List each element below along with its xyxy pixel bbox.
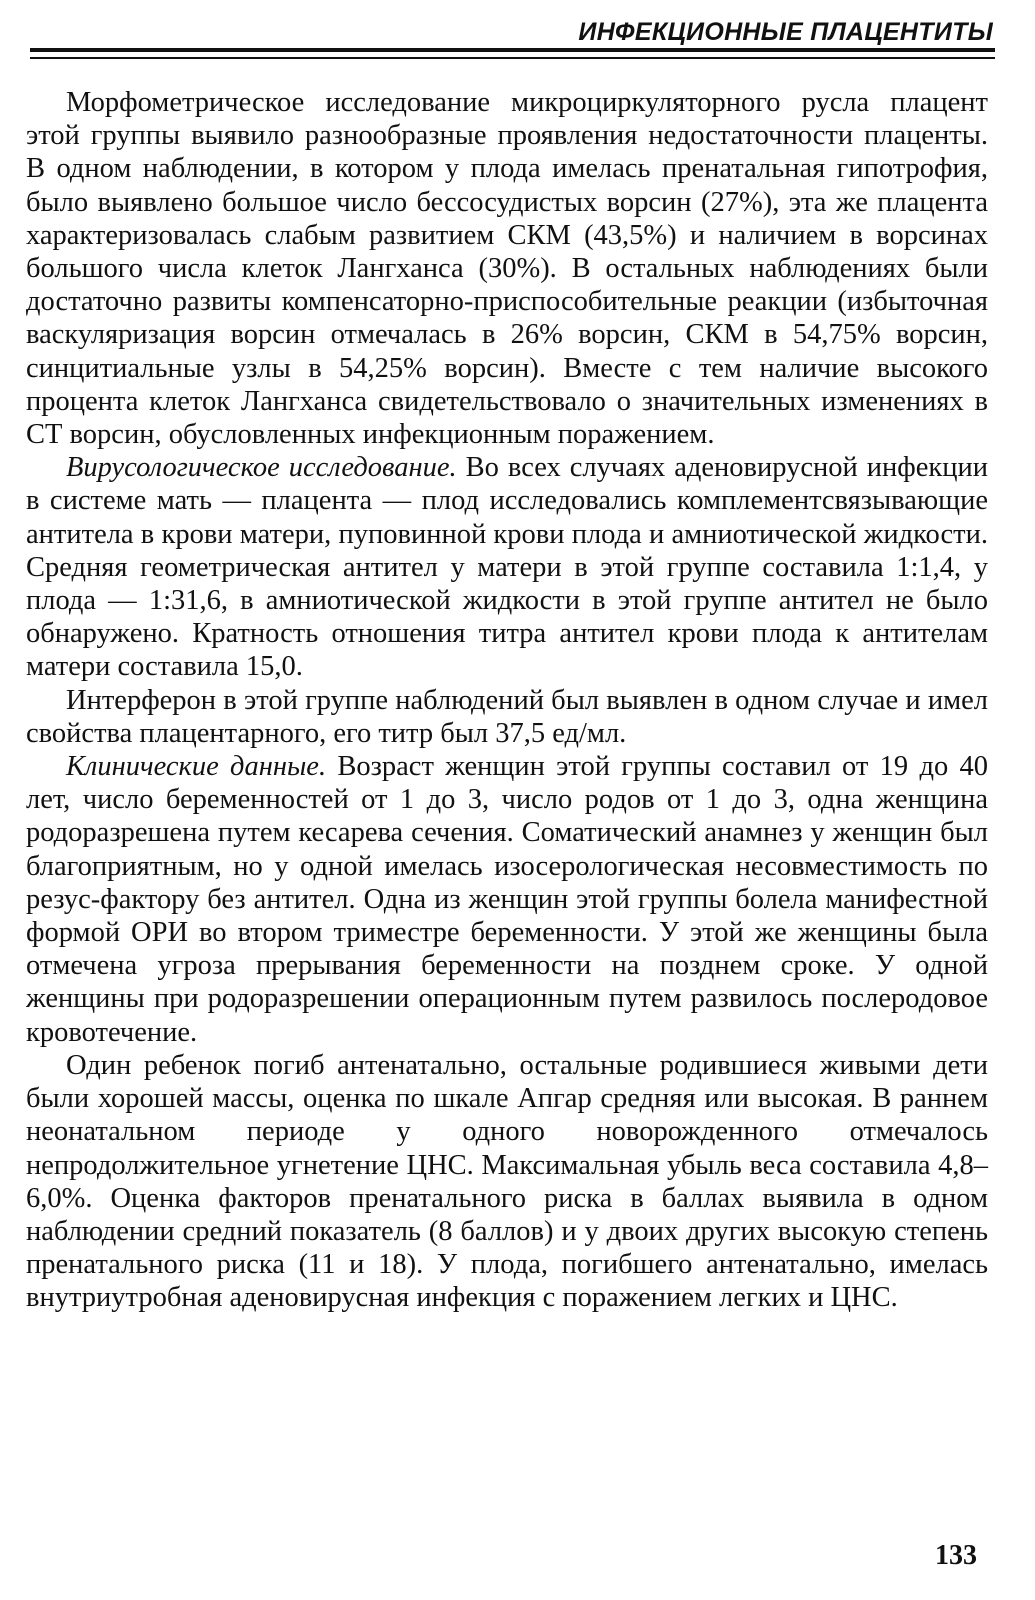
paragraph-text: Морфометрическое исследование микроциркуляторного русла плацент этой группы выявило разнообразные проявления недостаточности плаценты. В одном наблюдении, в котором у плода имелась пренатальная гипотрофия, было выявлено большое число бессосудистых ворсин (27%), эта же плацента характеризовалась слабым развитием СКМ (43,5%) и наличием в ворсинах большого числа клеток Лангханса (30%). В остальных наблюдениях были достаточно развиты компенсаторно-приспособительные реакции (избыточная васкуляризация ворсин отмечалась в 26% ворсин, СКМ в 54,75% ворсин, синцитиальные узлы в 54,25% ворсин). Вместе с тем наличие высокого процента клеток Лангханса свидетельствовало о значительных изменениях в СТ ворсин, обусловленных инфекционным поражением. [26,87,988,451]
body-text [26,86,988,1315]
header-rule-thick [30,48,995,52]
paragraph-lead-italic: Вирусологическое исследование. [66,452,457,484]
paragraph-text: Один ребенок погиб антенатально, остальные родившиеся живыми дети были хорошей массы, оценка по шкале Апгар средняя или высокая. В раннем неонатальном периоде у одного новорожденного отмечалось непродолжительное угнетение ЦНС. Максимальная убыль веса составила 4,8–6,0%. Оценка факторов пренатального риска в баллах выявила в одном наблюдении средний показатель (8 баллов) и у двоих других высокую степень пренатального риска (11 и 18). У плода, погибшего антенатально, имелась внутриутробная аденовирусная инфекция с поражением легких и ЦНС. [26,1049,988,1314]
paragraph [26,684,988,750]
paragraph [26,1049,988,1315]
paragraph-text: Во всех случаях аденовирусной инфекции в системе мать — плацента — плод исследовались комплементсвязывающие антитела в крови матери, пуповинной крови плода и амниотической жидкости. Средняя геометрическая антител у матери в этой группе составила 1:1,4, у плода — 1:31,6, в амниотической жидкости в этой группе антител не было обнаружено. Кратность отношения титра антител крови плода к антителам матери составила 15,0. [26,452,988,683]
paragraph-lead-italic: Клинические данные. [66,751,327,783]
paragraph-text: Возраст женщин этой группы составил от 19 до 40 лет, число беременностей от 1 до 3, число родов от 1 до 3, одна женщина родоразрешена путем кесарева сечения. Соматический анамнез у женщин был благоприятным, но у одной имелась изосерологическая несовместимость по резус-фактору без антител. Одна из женщин этой группы болела манифестной формой ОРИ во втором триместре беременности. У этой же женщины была отмечена угроза прерывания беременности на позднем сроке. У одной женщины при родоразрешении операционным путем развилось послеродовое кровотечение. [26,751,988,1048]
header-rule-thin [30,57,995,59]
page-number: 133 [935,1540,977,1571]
paragraph [26,86,988,451]
paragraph-text: Интерферон в этой группе наблюдений был выявлен в одном случае и имел свойства плацентарного, его титр был 37,5 ед/мл. [26,684,988,749]
paragraph [26,451,988,683]
running-header: ИНФЕКЦИОННЫЕ ПЛАЦЕНТИТЫ [578,18,993,46]
paragraph [26,750,988,1049]
